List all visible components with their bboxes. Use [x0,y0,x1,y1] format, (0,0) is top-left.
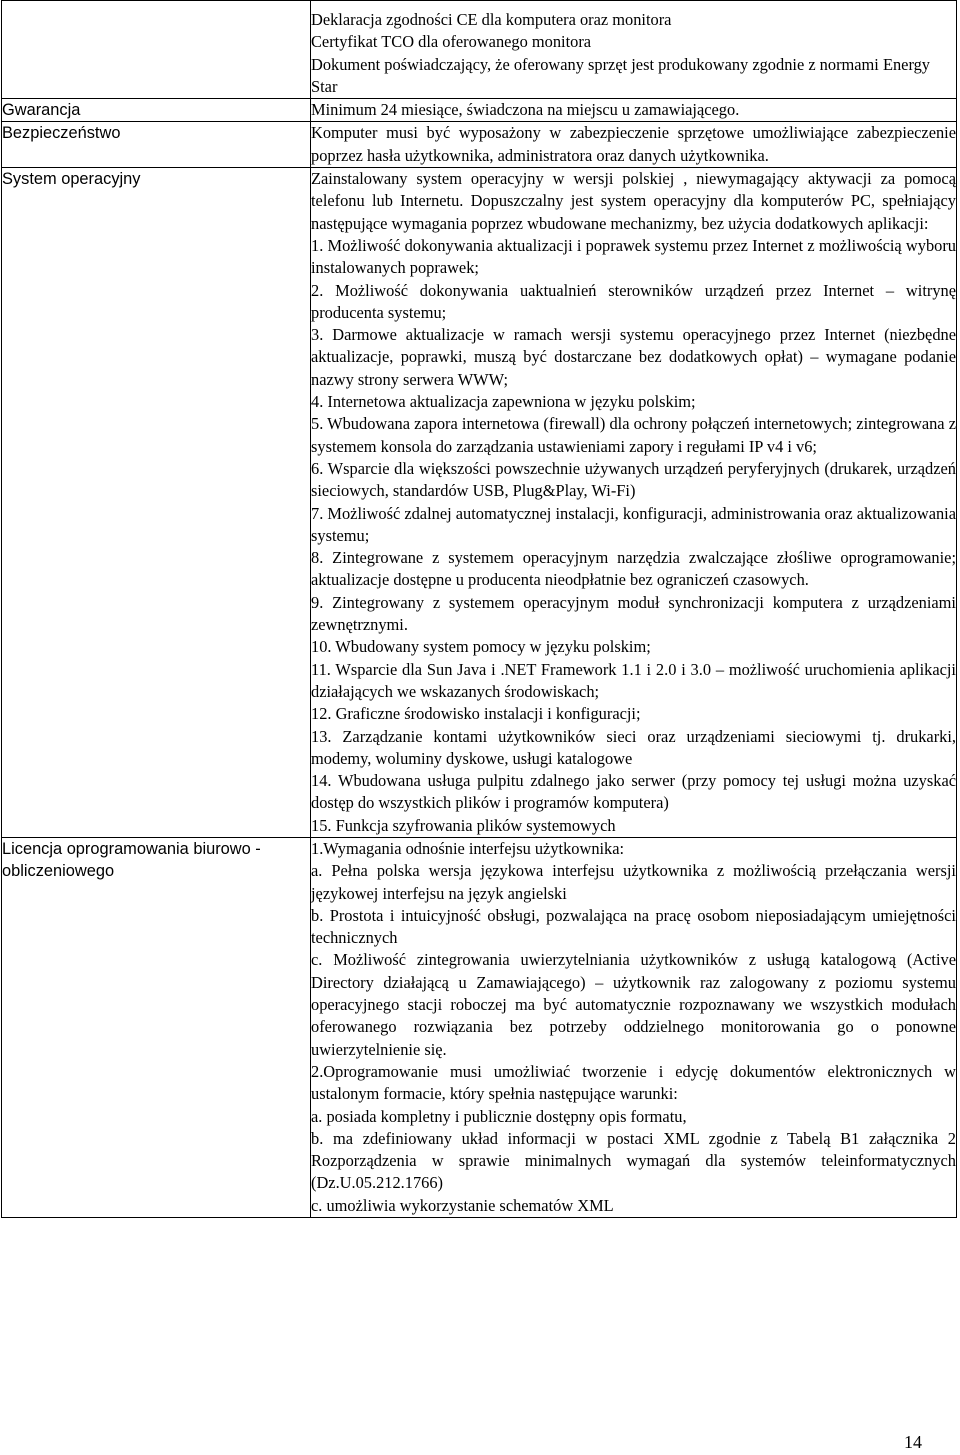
list-item: Minimum 24 miesiące, świadczona na miejscu u zamawiającego. [311,100,740,120]
list-item: a. posiada kompletny i publicznie dostępny opis formatu, [311,1106,687,1126]
list-item: 5. Wbudowana zapora internetowa (firewall) dla ochrony połączeń internetowych; zintegrowana z systemem konsola do zarządzania ustawieniami zapory i regułami IP v4 i v6; [311,414,956,456]
row-label: Licencja oprogramowania biurowo - obliczeniowego [2,837,311,1217]
table-row-certificates [2,1,957,99]
row-label: Bezpieczeństwo [2,122,311,168]
list-item: Dokument poświadczający, że oferowany sprzęt jest produkowany zgodnie z normami Energy Star [311,54,930,96]
list-item: Certyfikat TCO dla oferowanego monitora [311,32,592,52]
list-item: 6. Wsparcie dla większości powszechnie używanych urządzeń peryferyjnych (drukarek, urządzeń sieciowych, standardów USB, Plug&Play, Wi-Fi) [311,458,956,501]
list-item: 12. Graficzne środowisko instalacji i konfiguracji; [311,704,641,724]
list-item: 15. Funkcja szyfrowania plików systemowych [311,815,616,835]
row-value [311,837,957,1217]
row-label [2,1,311,99]
row-label: Gwarancja [2,99,311,122]
list-item: Zainstalowany system operacyjny w wersji polskiej , niewymagający aktywacji za pomocą telefonu lub Internetu. Dopuszczalny jest system operacyjny dla komputerów PC, spełniający następujące wymagania poprzez wbudowane mechanizmy, bez użycia dodatkowych aplikacji: [311,169,956,233]
table-row-security [2,122,957,168]
list-item: c. umożliwia wykorzystanie schematów XML [311,1195,614,1215]
list-item: 3. Darmowe aktualizacje w ramach wersji systemu operacyjnego przez Internet (niezbędne aktualizacje, poprawki, muszą być dostarczane bez dodatkowych opłat) – wymagane podanie nazwy strony serwera WWW; [311,325,956,389]
list-item: c. Możliwość zintegrowania uwierzytelniania użytkowników z usługą katalogową (Active Directory działającą u Zamawiającego) – użytkownik raz zalogowany z poziomu systemu operacyjnego stacji roboczej ma być automatycznie rozpoznawany we wszystkich modułach oferowanego rozwiązania bez potrzeby oddzielnego monitorowania go o ponowne uwierzytelnienie się. [311,950,956,1059]
list-item: 1.Wymagania odnośnie interfejsu użytkownika: [311,838,625,858]
table-row-operating-system [2,168,957,838]
list-item: a. Pełna polska wersja językowa interfejsu użytkownika z możliwością przełączania wersji językowej interfejsu na język angielski [311,861,956,903]
page-number: 14 [904,1431,922,1452]
row-value [311,1,957,99]
list-item: b. ma zdefiniowany układ informacji w postaci XML zgodnie z Tabelą B1 załącznika 2 Rozporządzenia w sprawie minimalnych wymagań dla systemów teleinformatycznych (Dz.U.05.212.1766) [311,1128,956,1193]
list-item: Komputer musi być wyposażony w zabezpieczenie sprzętowe umożliwiające zabezpieczenie poprzez hasła użytkownika, administratora oraz danych użytkownika. [311,123,956,165]
list-item: 2. Możliwość dokonywania uaktualnień sterowników urządzeń przez Internet – witrynę producenta systemu; [311,280,956,322]
list-item: 2.Oprogramowanie musi umożliwiać tworzenie i edycję dokumentów elektronicznych w ustalonym formacie, który spełnia następujące warunki: [311,1061,956,1104]
list-item: 8. Zintegrowane z systemem operacyjnym narzędzia zwalczające złośliwe oprogramowanie; aktualizacje dostępne u producenta nieodpłatnie bez ograniczeń czasowych. [311,548,956,590]
list-item: 4. Internetowa aktualizacja zapewniona w języku polskim; [311,392,696,412]
table-row-warranty [2,99,957,122]
list-item: 1. Możliwość dokonywania aktualizacji i poprawek systemu przez Internet z możliwością wyboru instalowanych poprawek; [311,235,956,278]
list-item: 7. Możliwość zdalnej automatycznej instalacji, konfiguracji, administrowania oraz aktualizowania systemu; [311,503,956,545]
row-value [311,99,957,122]
row-label: System operacyjny [2,168,311,838]
list-item: 9. Zintegrowany z systemem operacyjnym moduł synchronizacji komputera z urządzeniami zewnętrznymi. [311,592,956,635]
row-value [311,122,957,168]
list-item: 11. Wsparcie dla Sun Java i .NET Framework 1.1 i 2.0 i 3.0 – możliwość uruchomienia aplikacji działających we wskazanych środowiskach; [311,659,956,701]
specification-table [1,0,957,1218]
list-item: Deklaracja zgodności CE dla komputera oraz monitora [311,10,672,29]
list-item: 10. Wbudowany system pomocy w języku polskim; [311,637,651,657]
table-row-office-license [2,837,957,1217]
list-item: 13. Zarządzanie kontami użytkowników sieci oraz urządzeniami sieciowymi tj. drukarki, modemy, woluminy dyskowe, usługi katalogowe [311,726,956,768]
row-value [311,168,957,838]
list-item: 14. Wbudowana usługa pulpitu zdalnego jako serwer (przy pomocy tej usługi można uzyskać dostęp do wszystkich plików i programów komputera) [311,771,956,813]
list-item: b. Prostota i intuicyjność obsługi, pozwalająca na pracę osobom nieposiadającym umiejętności technicznych [311,905,956,948]
